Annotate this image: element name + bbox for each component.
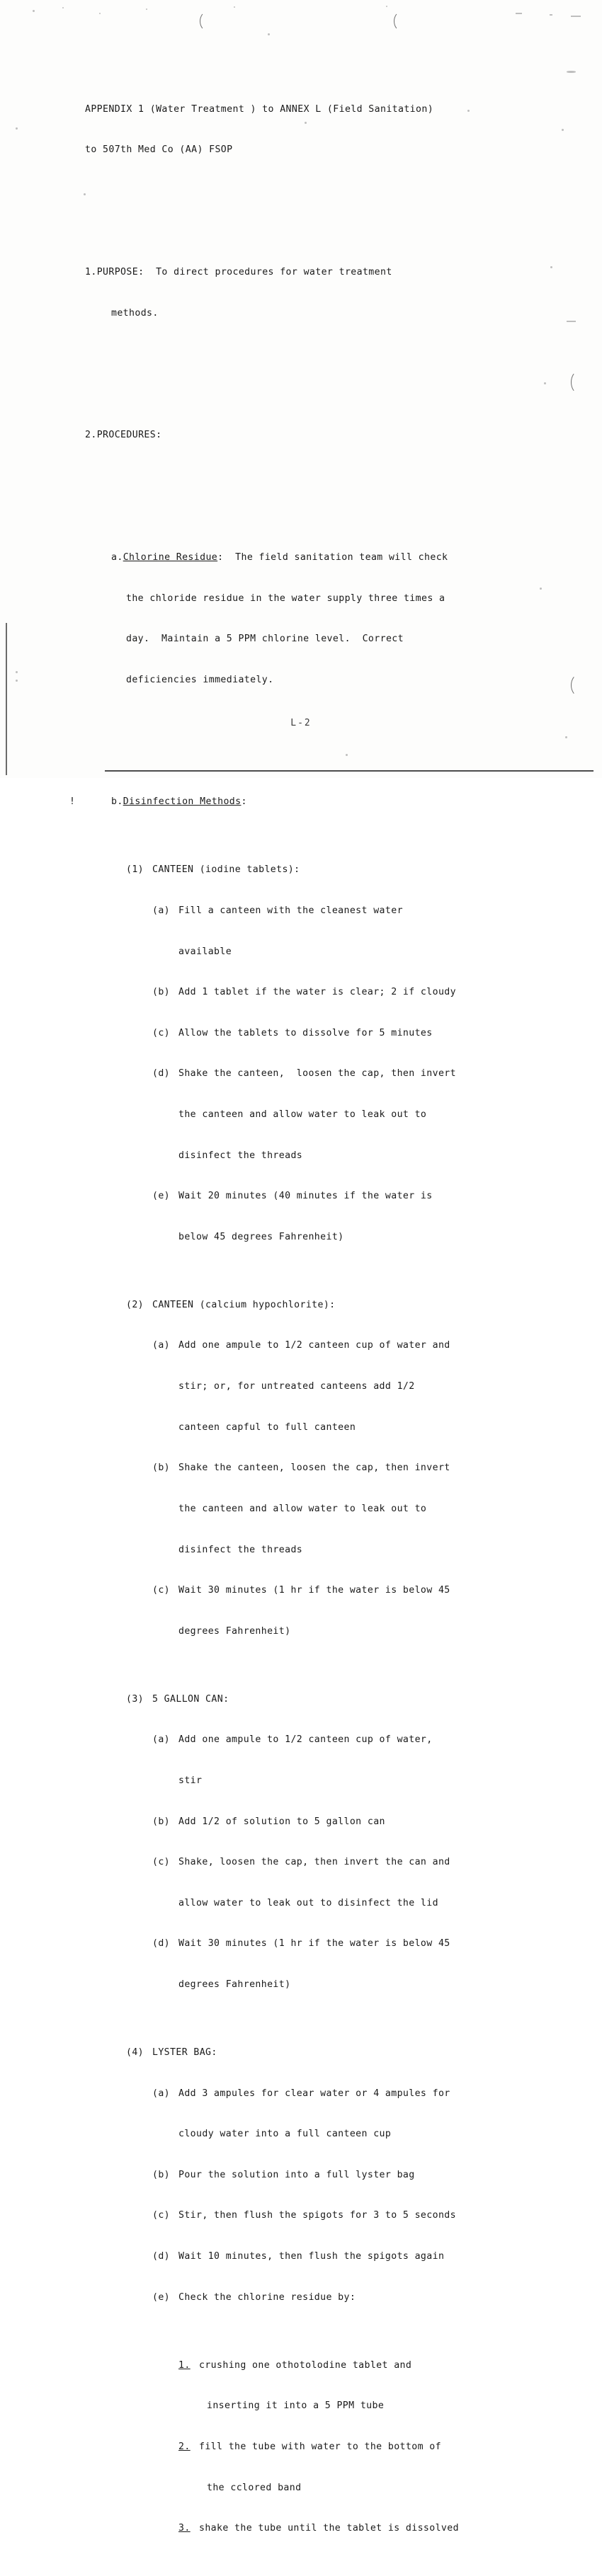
- group-3-step-a: [85, 1733, 552, 1746]
- group-2-step-c: [85, 1584, 552, 1597]
- group-1-step-e-letter: (e): [152, 1191, 171, 1202]
- substep-1-number: 1.: [178, 2359, 191, 2371]
- group-3-step-a-line-2: stir: [178, 1775, 203, 1786]
- section-purpose: [85, 265, 552, 279]
- group-1-step-d-letter: (d): [152, 1068, 171, 1080]
- group-2-step-b-line-2: the canteen and allow water to leak out to: [178, 1503, 427, 1514]
- group-3-step-d: [85, 1937, 552, 1950]
- item-a-heading: Chlorine Residue: [123, 551, 218, 563]
- group-1-step-a: [85, 904, 552, 917]
- group-2-step-c-letter: (c): [152, 1585, 171, 1596]
- group-4-step-b-line-1: Pour the solution into a full lyster bag: [178, 2169, 415, 2180]
- item-b: [69, 795, 552, 808]
- group-3-label: 5 GALLON CAN:: [152, 1693, 229, 1705]
- group-1-label: CANTEEN (iodine tablets):: [152, 864, 300, 876]
- scan-speck: [234, 6, 235, 8]
- margin-mark: !: [69, 796, 76, 808]
- scan-speck: [550, 14, 552, 16]
- group-1-step-b: [85, 985, 552, 999]
- substep-2-line-1: fill the tube with water to the bottom of: [199, 2441, 441, 2452]
- scan-arc: [571, 371, 586, 394]
- group-4-step-e-line-1: Check the chlorine residue by:: [178, 2291, 356, 2303]
- group-3-step-c-line-2: allow water to leak out to disinfect the lid: [178, 1897, 438, 1908]
- section-procedures-title: PROCEDURES:: [96, 430, 162, 441]
- group-1-step-c-letter: (c): [152, 1027, 171, 1038]
- group-2-step-b-line-3: disinfect the threads: [178, 1544, 303, 1555]
- group-4-step-e-substep-1: [85, 2359, 552, 2372]
- scan-speck: [99, 13, 101, 14]
- scan-speck: [386, 6, 387, 7]
- section-purpose-body: To direct procedures for water treatment: [144, 267, 392, 278]
- group-3-step-d-line-1: Wait 30 minutes (1 hr if the water is below 45: [178, 1938, 450, 1950]
- group-4-number: (4): [126, 2047, 144, 2059]
- scan-speck: [567, 321, 576, 322]
- section-purpose-text: [97, 265, 552, 279]
- group-2-number: (2): [126, 1299, 144, 1310]
- group-3-step-c: [85, 1855, 552, 1869]
- group-2-step-b: [85, 1461, 552, 1475]
- group-1-step-b-letter: (b): [152, 987, 171, 998]
- group-4-step-e-letter: (e): [152, 2291, 171, 2303]
- group-3-step-a-letter: (a): [152, 1734, 171, 1746]
- group-1-number: (1): [126, 864, 144, 876]
- substep-3-number: 3.: [178, 2523, 191, 2534]
- group-2-step-a-letter: (a): [152, 1340, 171, 1351]
- item-b-marker: b.: [111, 796, 123, 808]
- substep-1-line-1: crushing one othotolodine tablet and: [199, 2359, 412, 2371]
- group-4-step-b: [85, 2168, 552, 2182]
- group-4-step-a-letter: (a): [152, 2088, 171, 2099]
- group-4-label: LYSTER BAG:: [152, 2047, 217, 2059]
- group-3-step-b: [85, 1815, 552, 1828]
- group-4-step-c-line-1: Stir, then flush the spigots for 3 to 5 seconds: [178, 2210, 456, 2221]
- group-1-step-d-line-1: Shake the canteen, loosen the cap, then invert: [178, 1068, 456, 1080]
- item-a-line-4: deficiencies immediately.: [126, 674, 274, 685]
- group-1-step-c: [85, 1026, 552, 1040]
- item-a-text: [123, 551, 552, 564]
- group-2-step-a-line-2: stir; or, for untreated canteens add 1/2: [178, 1381, 415, 1392]
- scan-speck: [571, 16, 581, 17]
- scan-arc: [200, 11, 215, 31]
- scan-speck: [516, 13, 522, 14]
- group-1-step-e-line-2: below 45 degrees Fahrenheit): [178, 1231, 344, 1242]
- group-2-step-b-letter: (b): [152, 1462, 171, 1474]
- scan-speck: [62, 7, 64, 8]
- substep-3-line-1: shake the tube until the tablet is dissolved: [199, 2523, 459, 2534]
- group-1-step-a-line-1: Fill a canteen with the cleanest water: [178, 905, 403, 916]
- document-body: [69, 48, 552, 2576]
- group-1-step-d: [85, 1067, 552, 1080]
- section-purpose-marker: 1.: [85, 267, 97, 278]
- group-1-step-d-line-2: the canteen and allow water to leak out to: [178, 1109, 427, 1121]
- scan-speck: [268, 33, 270, 35]
- item-a-line-2: the chloride residue in the water supply three times a: [126, 593, 445, 604]
- group-1-step-d-line-3: disinfect the threads: [178, 1150, 303, 1161]
- group-2-label: CANTEEN (calcium hypochlorite):: [152, 1299, 336, 1310]
- section-purpose-continuation: methods.: [111, 307, 159, 319]
- substep-2-number: 2.: [178, 2441, 191, 2452]
- group-1-step-b-line-1: Add 1 tablet if the water is clear; 2 if cloudy: [178, 987, 456, 998]
- scan-speck: [567, 71, 576, 73]
- group-3-step-b-line-1: Add 1/2 of solution to 5 gallon can: [178, 1816, 385, 1827]
- group-1-step-e-line-1: Wait 20 minutes (40 minutes if the water is: [178, 1191, 433, 1202]
- substep-1-line-2: inserting it into a 5 PPM tube: [207, 2400, 385, 2412]
- group-4-step-c-letter: (c): [152, 2210, 171, 2221]
- section-purpose-title: PURPOSE:: [96, 267, 144, 278]
- group-1: [85, 863, 552, 876]
- section-procedures-marker: 2.: [85, 430, 97, 441]
- group-1-step-c-line-1: Allow the tablets to dissolve for 5 minutes: [178, 1027, 433, 1038]
- group-3-step-d-letter: (d): [152, 1938, 171, 1950]
- group-1-step-a-line-2: available: [178, 946, 232, 957]
- substep-2-line-2: the cclored band: [207, 2482, 302, 2493]
- group-2-step-a: [85, 1339, 552, 1352]
- group-4-step-e: [85, 2291, 552, 2304]
- item-a-marker: a.: [111, 551, 123, 563]
- document-header-line-1: APPENDIX 1 (Water Treatment ) to ANNEX L (Field Sanitation): [85, 103, 434, 115]
- group-4-step-a-line-1: Add 3 ampules for clear water or 4 ampules for: [178, 2088, 450, 2099]
- scan-speck: [562, 129, 564, 131]
- group-3: [85, 1693, 552, 1706]
- item-b-heading: Disinfection Methods: [123, 796, 242, 808]
- scan-arc: [394, 11, 409, 31]
- group-4-step-c: [85, 2209, 552, 2222]
- item-a: [85, 551, 552, 564]
- group-2-step-a-line-1: Add one ampule to 1/2 canteen cup of water and: [178, 1340, 450, 1351]
- group-3-step-c-letter: (c): [152, 1857, 171, 1868]
- scan-speck: [16, 127, 18, 130]
- group-3-step-a-line-1: Add one ampule to 1/2 canteen cup of water,: [178, 1734, 433, 1746]
- item-b-colon: :: [241, 796, 247, 808]
- group-2-step-a-line-3: canteen capful to full canteen: [178, 1421, 356, 1433]
- group-4-step-d-line-1: Wait 10 minutes, then flush the spigots again: [178, 2251, 445, 2262]
- group-1-step-a-letter: (a): [152, 905, 171, 916]
- group-4-step-a-line-2: cloudy water into a full canteen cup: [178, 2129, 392, 2140]
- group-3-step-d-line-2: degrees Fahrenheit): [178, 1979, 291, 1991]
- scan-speck: [146, 8, 147, 10]
- group-3-step-c-line-1: Shake, loosen the cap, then invert the can and: [178, 1857, 450, 1868]
- item-a-line-3: day. Maintain a 5 PPM chlorine level. Correct: [126, 634, 404, 645]
- group-2-step-b-line-1: Shake the canteen, loosen the cap, then invert: [178, 1462, 450, 1474]
- group-3-step-b-letter: (b): [152, 1816, 171, 1827]
- group-4-step-d: [85, 2250, 552, 2263]
- item-a-firstline: : The field sanitation team will check: [217, 551, 448, 563]
- item-b-text: [123, 795, 552, 808]
- group-1-step-e: [85, 1189, 552, 1203]
- scan-arc: [571, 674, 588, 697]
- scan-speck: [16, 680, 18, 682]
- group-4: [85, 2046, 552, 2059]
- group-2-step-c-line-1: Wait 30 minutes (1 hr if the water is below 45: [178, 1585, 450, 1596]
- group-4-step-a: [85, 2087, 552, 2100]
- group-3-number: (3): [126, 1693, 144, 1705]
- scan-speck: [565, 736, 567, 738]
- document-header-line-2: to 507th Med Co (AA) FSOP: [85, 144, 233, 156]
- group-4-step-e-substep-3: [85, 2521, 552, 2535]
- section-procedures: [85, 428, 552, 442]
- page-edge-shadow: [6, 623, 7, 775]
- group-4-step-b-letter: (b): [152, 2169, 171, 2180]
- page-number: L-2: [290, 718, 312, 728]
- group-4-step-e-substep-2: [85, 2440, 552, 2454]
- group-2-step-c-line-2: degrees Fahrenheit): [178, 1625, 291, 1637]
- scan-speck: [33, 10, 35, 12]
- group-4-step-d-letter: (d): [152, 2251, 171, 2262]
- scan-speck: [16, 671, 18, 673]
- group-2: [85, 1298, 552, 1312]
